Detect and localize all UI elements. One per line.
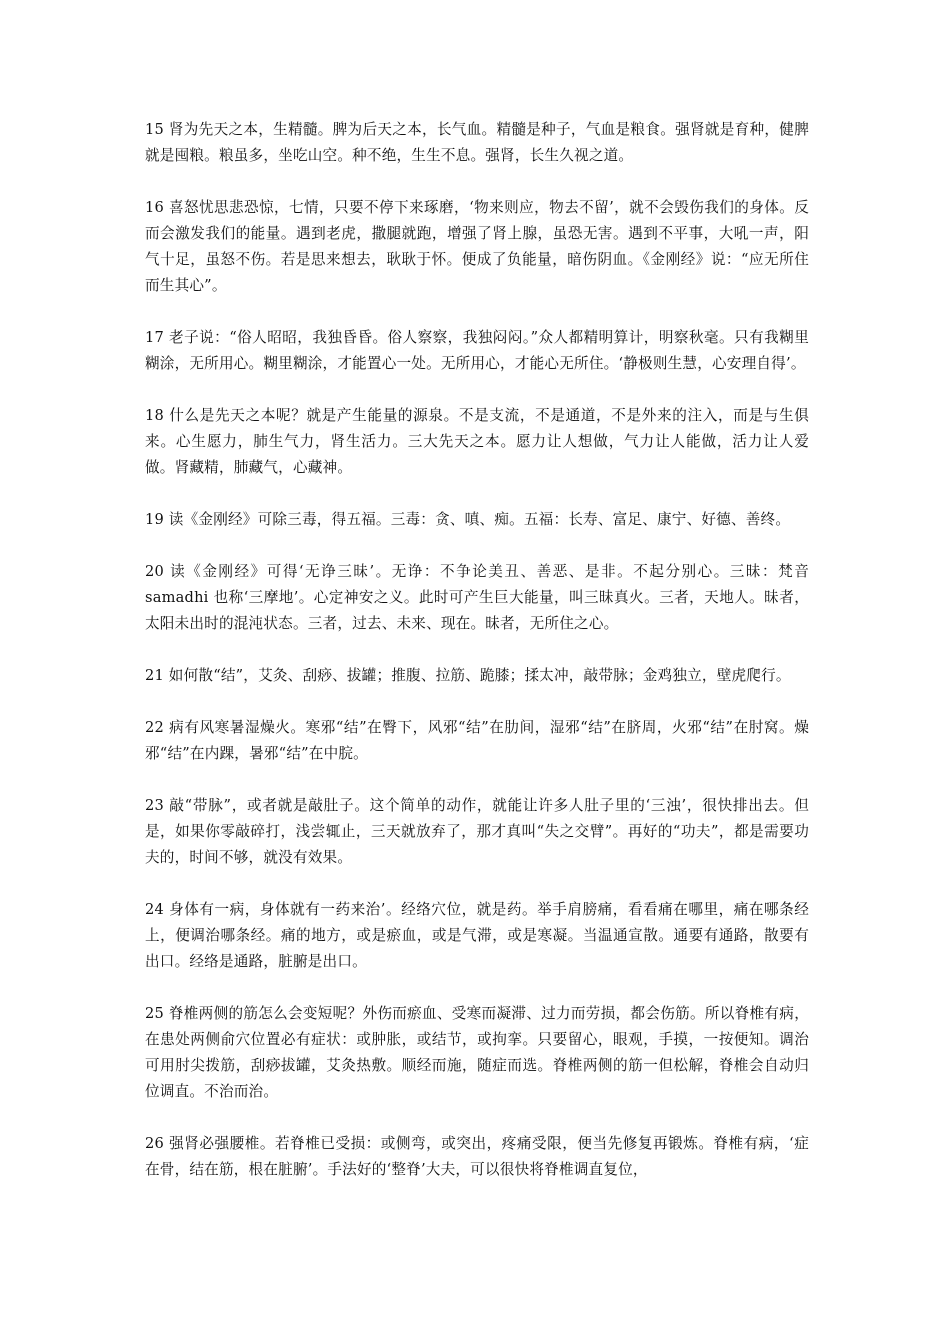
- paragraph-24: 24 身体有一病，身体就有一药来治’。经络穴位，就是药。举手肩膀痛，看看痛在哪里，痛在哪条经上，便调治哪条经。痛的地方，或是瘀血，或是气滞，或是寒凝。当温通宣散。通要有通路，散要有出口。经络是通路，脏腑是出口。: [145, 901, 809, 970]
- paragraph-26: 26 强肾必强腰椎。若脊椎已受损：或侧弯，或突出，疼痛受限，便当先修复再锻炼。脊椎有病，‘症在骨，结在筋，根在脏腑’。手法好的‘整脊’大夫，可以很快将脊椎调直复位，: [145, 1135, 809, 1178]
- paragraph-19: 19 读《金刚经》可除三毒，得五福。三毒：贪、嗔、痴。五福：长寿、富足、康宁、好德、善终。: [145, 511, 791, 528]
- paragraph-22: 22 病有风寒暑湿燥火。寒邪“结”在臀下，风邪“结”在肋间，湿邪“结”在脐周，火邪“结”在肘窝。燥邪“结”在内踝，暑邪“结”在中脘。: [145, 719, 809, 762]
- paragraph-15: 15 肾为先天之本，生精髓。脾为后天之本，长气血。精髓是种子，气血是粮食。强肾就是育种，健脾就是囤粮。粮虽多，坐吃山空。种不绝，生生不息。强肾，长生久视之道。: [145, 121, 809, 164]
- paragraph-25: 25 脊椎两侧的筋怎么会变短呢？外伤而瘀血、受寒而凝滞、过力而劳损，都会伤筋。所以脊椎有病，在患处两侧俞穴位置必有症状：或肿胀，或结节，或拘挛。只要留心，眼观，手摸，一按便知。调治可用肘尖拨筋，刮痧拔罐，艾灸热敷。顺经而施，随症而选。脊椎两侧的筋一但松解，脊椎会自动归位调直。不治而治。: [145, 1005, 809, 1100]
- paragraph-16: 16 喜怒忧思悲恐惊，七情，只要不停下来琢磨，‘物来则应，物去不留’，就不会毁伤我们的身体。反而会激发我们的能量。遇到老虎，撒腿就跑，增强了肾上腺，虽恐无害。遇到不平事，大吼一声，阳气十足，虽怒不伤。若是思来想去，耿耿于怀。便成了负能量，暗伤阴血。《金刚经》说：“应无所住而生其心”。: [145, 199, 809, 294]
- paragraph-18: 18 什么是先天之本呢？就是产生能量的源泉。不是支流，不是通道，不是外来的注入，而是与生俱来。心生愿力，肺生气力，肾生活力。三大先天之本。愿力让人想做，气力让人能做，活力让人爱做。肾藏精，肺藏气，心藏神。: [145, 407, 809, 476]
- paragraph-17: 17 老子说：“俗人昭昭，我独昏昏。俗人察察，我独闷闷。”众人都精明算计，明察秋毫。只有我糊里糊涂，无所用心。糊里糊涂，才能置心一处。无所用心，才能心无所住。‘静极则生慧，心安理自得’。: [145, 329, 809, 372]
- paragraph-20: 20 读《金刚经》可得‘无诤三昧’。无诤：不争论美丑、善恶、是非。不起分别心。三昧：梵音 samadhi 也称‘三摩地’。心定神安之义。此时可产生巨大能量，叫三昧真火。三者，天地人。昧者，太阳未出时的混沌状态。三者，过去、未来、现在。昧者，无所住之心。: [145, 563, 809, 632]
- document-body: [145, 117, 809, 1209]
- paragraph-21: 21 如何散“结”，艾灸、刮痧、拔罐；推腹、拉筋、跪膝；揉太冲，敲带脉；金鸡独立，壁虎爬行。: [145, 667, 791, 684]
- paragraph-23: 23 敲“带脉”，或者就是敲肚子。这个简单的动作，就能让许多人肚子里的‘三浊’，很快排出去。但是，如果你零敲碎打，浅尝辄止，三天就放弃了，那才真叫“失之交臂”。再好的“功夫”，都是需要功夫的，时间不够，就没有效果。: [145, 797, 809, 866]
